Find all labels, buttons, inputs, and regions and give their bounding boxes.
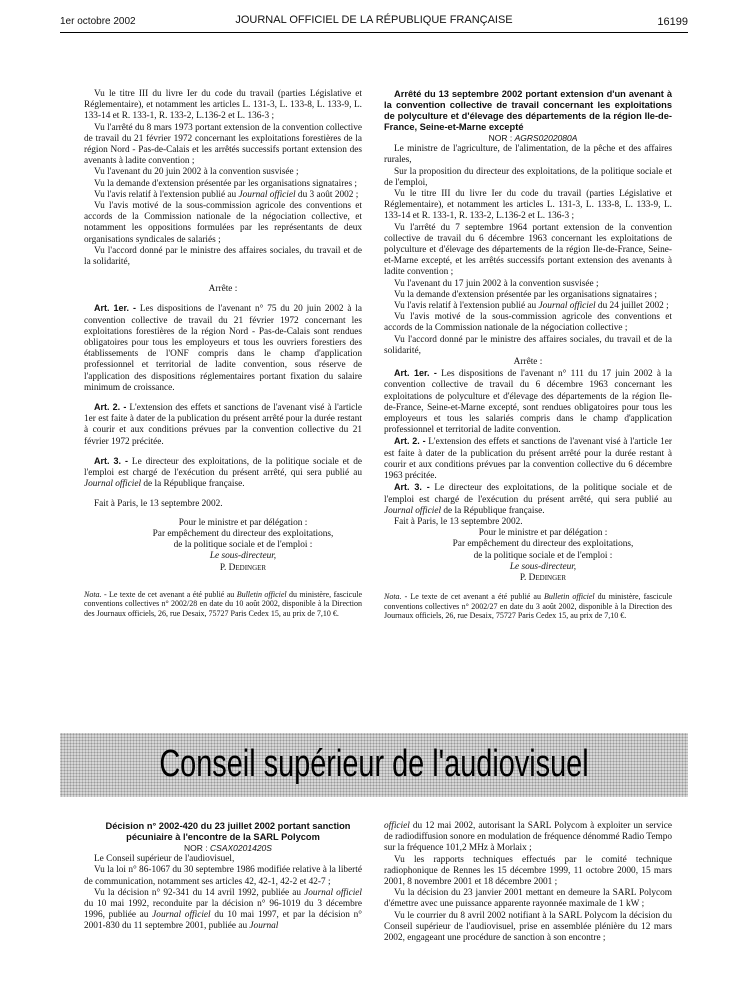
nor-reference: NOR : AGRS0202080A [488, 133, 578, 143]
visa: Vu l'arrêté du 8 mars 1973 portant extension de la convention collective de travail du 21 février 1972 concernant les exploitations forestières de la région Nord - Pas-de-Calais et les arrêtés successifs portant extension des avenants à ladite convention ; [84, 122, 362, 167]
article-2: Art. 2. - L'extension des effets et sanctions de l'avenant visé à l'article 1er est faite à dater de la publication du présent arrêté pour la durée restant à courir et aux conditions prévues par la convention collective du 21 février 1972 précitée. [84, 402, 362, 447]
visa: Vu la décision du 23 janvier 2001 mettant en demeure la SARL Polycom d'émettre avec une puissance apparente rayonnée maximale de 1 kW ; [384, 888, 672, 910]
signature-block: Pour le ministre et par délégation : Par empêchement du directeur des exploitations, de la politique sociale et de l'emploi : Le sous-directeur, P. Dedinger [384, 528, 672, 584]
visa: Vu la décision n° 92-341 du 14 avril 1992, publiée au Journal officiel du 10 mai 1992, reconduite par la décision n° 96-1019 du 3 décembre 1996, publiée au Journal officiel du 10 mai 1997, et par la décision n° 2001-830 du 11 septembre 2001, publiée au Journal [84, 887, 363, 932]
visa: Vu l'avis motivé de la sous-commission agricole des conventions et accords de la Commission nationale de la négociation collective, et notamment les oppositions formulées par les représentants de deux organisations syndicales de salariés ; [84, 201, 362, 245]
header-page-number: 16199 [657, 16, 688, 28]
decision-left-column [84, 821, 362, 933]
decision-right-column [384, 821, 672, 944]
header-journal-title: JOURNAL OFFICIEL DE LA RÉPUBLIQUE FRANÇAISE [235, 14, 513, 26]
visa: Vu la demande d'extension présentée par les organisations signataires ; [94, 178, 357, 189]
fait-a-paris: Fait à Paris, le 13 septembre 2002. [394, 516, 523, 527]
nota: Nota. - Le texte de cet avenant a été publié au Bulletin officiel du ministère, fascicule conventions collectives n° 2002/28 en date du 10 août 2002, disponible à la Direction des Journaux officiels, 26, rue Desaix, 75727 Paris Cedex 15, au prix de 7,10 €. [84, 589, 362, 618]
visa: Vu l'avenant du 20 juin 2002 à la convention susvisée ; [94, 167, 299, 178]
nor-reference: NOR : CSAX0201420S [184, 843, 272, 853]
decision-title: Décision n° 2002-420 du 23 juillet 2002 portant sanction pécuniaire à l'encontre de la SARL Polycom [105, 821, 351, 842]
section-banner [60, 733, 688, 797]
visa: Vu l'accord donné par le ministre des affaires sociales, du travail et de la solidarité, [384, 334, 672, 356]
arrete-heading: Arrête : [208, 284, 238, 295]
signatory-name: P. Dedinger [519, 572, 567, 583]
article-3: Art. 3. - Le directeur des exploitations, de la politique sociale et de l'emploi est chargé de l'exécution du présent arrêté, qui sera publié au Journal officiel de la République française. [384, 482, 672, 516]
visa: Vu l'avenant du 17 juin 2002 à la convention susvisée ; [394, 278, 599, 289]
left-column-text [84, 89, 362, 619]
arrete-heading: Arrête : [513, 357, 543, 368]
visa: Sur la proposition du directeur des exploitations, de la politique sociale et de l'emploi, [384, 166, 672, 188]
article-1: Art. 1er. - Les dispositions de l'avenant n° 75 du 20 juin 2002 à la convention collective de travail du 21 février 1972 concernant les exploitations forestières de la région Nord - Pas-de-Calais sont rendues obligatoires pour tous les employeurs et tous les ouvriers forestiers des établissements de l'ONF compris dans le champ d'application professionnel et territorial de ladite convention, sous réserve de l'application des dispositions réglementaires portant fixation du salaire minimum de croissance. [84, 303, 362, 393]
visa: Vu le titre III du livre Ier du code du travail (parties Législative et Réglementaire), et notamment les articles L. 131-3, L. 133-8, L. 133-9, L. 133-14 et R. 133-1, R. 133-2, L.136-2 et L. 136-3 ; [84, 89, 362, 122]
visa: Vu les rapports techniques effectués par le comité technique radiophonique de Rennes les 15 décembre 1999, 11 octobre 2000, 15 mars 2001, 8 novembre 2001 et 18 décembre 2001 ; [384, 854, 672, 888]
decree-title: Arrêté du 13 septembre 2002 portant extension d'un avenant à la convention collective de travail concernant les exploitations de polyculture et d'élevage des départements de la région Ile-de-France, Seine-et-Marne excepté [384, 89, 672, 132]
visa: Le ministre de l'agriculture, de l'alimentation, de la pêche et des affaires rurales, [384, 144, 672, 166]
page-header [60, 14, 688, 32]
signatory-name: P. Dedinger [219, 562, 267, 573]
header-rule [60, 32, 688, 33]
signature-block: Pour le ministre et par délégation : Par empêchement du directeur des exploitations, de la politique sociale et de l'emploi : Le sous-directeur, P. Dedinger [84, 518, 362, 574]
visa: Vu l'avis relatif à l'extension publié au Journal officiel du 24 juillet 2002 ; [394, 301, 669, 312]
nota: Nota. - Le texte de cet avenant a été publié au Bulletin officiel du ministère, fascicule conventions collectives n° 2002/27 en date du 3 août 2002, disponible à la Direction des Journaux officiels, 26, rue Desaix, 75727 Paris Cedex 15, au prix de 7,10 €. [384, 592, 672, 621]
visa: Vu la loi n° 86-1067 du 30 septembre 1986 modifiée relative à la liberté de communication, notamment ses articles 42, 42-1, 42-2 et 42-7 ; [84, 865, 362, 887]
visa: Vu le courrier du 8 avril 2002 notifiant à la SARL Polycom la décision du Conseil supérieur de l'audiovisuel, prise en assemblée plénière du 12 mars 2002, engageant une procédure de sanction à son encontre ; [384, 910, 672, 944]
visa: Vu la demande d'extension présentée par les organisations signataires ; [394, 289, 657, 300]
visa: Vu l'accord donné par le ministre des affaires sociales, du travail et de la solidarité, [84, 245, 362, 268]
section-banner-title: Conseil supérieur de l'audiovisuel [159, 743, 589, 785]
article-1: Art. 1er. - Les dispositions de l'avenant n° 111 du 17 juin 2002 à la convention collective de travail du 6 décembre 1963 concernant les exploitations de polyculture et d'élevage des départements de la région Ile-de-France, Seine-et-Marne excepté, sont rendues obligatoires pour tous les employeurs et tous les salariés compris dans le champ d'application professionnel et territorial de ladite convention. [384, 368, 672, 436]
right-column-text [384, 89, 672, 621]
visa-continued: officiel du 12 mai 2002, autorisant la SARL Polycom à exploiter un service de radiodiffusion sonore en modulation de fréquence dénommé Radio Tempo sur la fréquence 101,2 MHz à Morlaix ; [384, 821, 672, 854]
visa: Vu l'avis relatif à l'extension publié au Journal officiel du 3 août 2002 ; [94, 189, 359, 200]
article-3: Art. 3. - Le directeur des exploitations, de la politique sociale et de l'emploi est chargé de l'exécution du présent arrêté, qui sera publié au Journal officiel de la République française. [84, 455, 362, 490]
visa: Vu le titre III du livre Ier du code du travail (parties Législative et Réglementaire), et notamment les articles L. 131-3, L. 133-8, L. 133-9, L. 133-14 et R. 133-1, R. 133-2, L.136-2 et L. 136-3 ; [384, 189, 672, 222]
visa: Vu l'avis motivé de la sous-commission agricole des conventions et accords de la Commission nationale de la négociation collective ; [384, 312, 672, 334]
header-date: 1er octobre 2002 [60, 16, 136, 27]
fait-a-paris: Fait à Paris, le 13 septembre 2002. [94, 498, 223, 509]
article-2: Art. 2. - L'extension des effets et sanctions de l'avenant visé à l'article 1er est faite à dater de la publication du présent arrêté pour la durée restant à courir et aux conditions prévues par la convention collective du 6 décembre 1963 précitée. [384, 436, 672, 482]
visa: Vu l'arrêté du 7 septembre 1964 portant extension de la convention collective de travail du 6 décembre 1963 concernant les exploitations de polyculture et d'élevage des départements de la région Ile-de-France, Seine-et-Marne excepté, et les arrêtés successifs portant extension des avenants à ladite convention ; [384, 222, 672, 278]
decision-preamble: Le Conseil supérieur de l'audiovisuel, [94, 854, 235, 865]
